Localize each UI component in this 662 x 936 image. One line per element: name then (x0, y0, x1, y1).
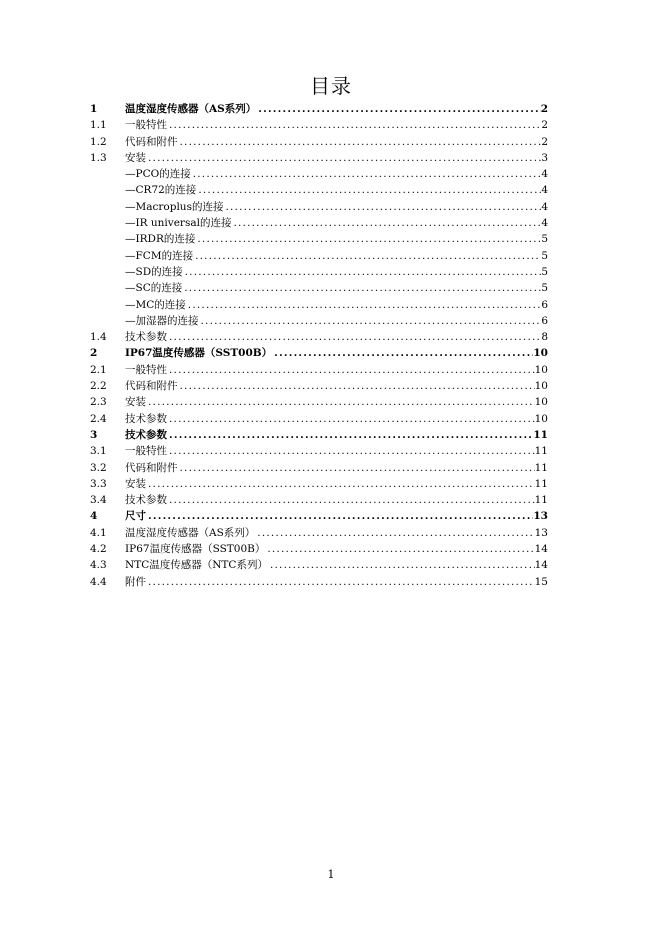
toc-entry[interactable] (90, 150, 548, 166)
toc-entry-label: —SD的连接 (125, 265, 183, 278)
toc-entry[interactable] (90, 280, 548, 296)
toc-entry-page: 4 (541, 217, 548, 230)
toc-entry-number: 2.2 (90, 380, 107, 393)
toc-entry[interactable] (90, 411, 548, 427)
toc-entry-label: 安装 (125, 477, 146, 490)
toc-entry-page: 11 (534, 477, 548, 490)
page-number: 1 (327, 868, 335, 881)
toc-entry-label: 温度湿度传感器（AS系列） (125, 526, 256, 539)
toc-leader-dots (146, 152, 541, 164)
toc-entry-page: 2 (541, 135, 548, 148)
toc-leader-dots (182, 282, 541, 294)
toc-entry-label: NTC温度传感器（NTC系列） (125, 559, 268, 572)
toc-entry-page: 6 (541, 314, 548, 327)
toc-leader-dots (272, 347, 533, 359)
toc-entry-page: 5 (541, 233, 548, 246)
toc-leader-dots (167, 119, 541, 131)
toc-entry-number: 4.1 (90, 526, 107, 539)
toc-entry[interactable] (90, 166, 548, 182)
toc-entry-number: 1.3 (90, 151, 107, 164)
toc-leader-dots (183, 266, 542, 278)
toc-entry-number: 3.4 (90, 494, 107, 507)
toc-leader-dots (199, 315, 542, 327)
toc-entry-label: 技术参数 (125, 494, 167, 507)
toc-entry-label: 技术参数 (125, 428, 167, 441)
toc-entry-page: 2 (541, 119, 548, 132)
toc-leader-dots (231, 217, 541, 229)
toc-entry[interactable] (90, 492, 548, 508)
toc-leader-dots (186, 299, 542, 311)
toc-entry[interactable] (90, 525, 548, 541)
toc-entry-page: 5 (541, 265, 548, 278)
toc-entry-label: 代码和附件 (125, 461, 178, 474)
toc-entry-label: 代码和附件 (125, 135, 178, 148)
toc-entry[interactable] (90, 134, 548, 150)
toc-entry-label: 安装 (125, 151, 146, 164)
toc-entry-page: 3 (541, 151, 548, 164)
toc-entry-number: 4.4 (90, 575, 107, 588)
toc-entry-page: 10 (534, 363, 548, 376)
toc-leader-dots (146, 478, 535, 490)
toc-entry-page: 13 (533, 510, 548, 523)
toc-entry-number: 4 (90, 510, 98, 523)
toc-leader-dots (178, 462, 535, 474)
toc-entry[interactable] (90, 394, 548, 410)
toc-leader-dots (167, 331, 541, 343)
toc-entry[interactable] (90, 248, 548, 264)
toc-entry-label: IP67温度传感器（SST00B） (125, 347, 273, 360)
toc-entry-label: —PCO的连接 (125, 168, 191, 181)
toc-entry-page: 14 (534, 559, 548, 572)
toc-entry-number: 2.3 (90, 396, 107, 409)
toc-leader-dots (196, 184, 541, 196)
toc-entry[interactable] (90, 264, 548, 280)
toc-entry-page: 5 (541, 249, 548, 262)
toc-entry-page: 11 (534, 445, 548, 458)
toc-entry[interactable] (90, 231, 548, 247)
toc-entry-number: 1.4 (90, 331, 107, 344)
toc-entry-page: 11 (534, 461, 548, 474)
toc-entry-number: 4.2 (90, 543, 107, 556)
toc-entry-number: 2.4 (90, 412, 107, 425)
toc-leader-dots (268, 559, 535, 571)
toc-entry[interactable] (90, 313, 548, 329)
toc-leader-dots (146, 396, 535, 408)
toc-entry-page: 14 (534, 543, 548, 556)
toc-leader-dots (167, 364, 535, 376)
toc-entry-number: 2.1 (90, 363, 107, 376)
page-title: 目录 (310, 74, 352, 98)
toc-entry-number: 3 (90, 428, 98, 441)
toc-leader-dots (178, 136, 542, 148)
toc-entry[interactable] (90, 345, 548, 361)
toc-entry[interactable] (90, 460, 548, 476)
toc-entry-label: —IRDR的连接 (125, 233, 196, 246)
toc-entry-page: 10 (533, 347, 548, 360)
toc-leader-dots (167, 413, 535, 425)
toc-entry-page: 6 (541, 298, 548, 311)
toc-entry[interactable] (90, 427, 548, 443)
toc-entry-label: IP67温度传感器（SST00B） (125, 543, 266, 556)
toc-leader-dots (146, 510, 533, 522)
toc-entry[interactable] (90, 362, 548, 378)
toc-leader-dots (256, 103, 540, 115)
toc-leader-dots (195, 233, 541, 245)
toc-entry[interactable] (90, 215, 548, 231)
toc-entry-page: 10 (534, 412, 548, 425)
toc-entry-label: —IR universal的连接 (125, 217, 232, 230)
toc-entry-label: 代码和附件 (125, 380, 178, 393)
toc-entry[interactable] (90, 101, 548, 117)
toc-leader-dots (178, 380, 535, 392)
toc-entry-number: 1.1 (90, 119, 107, 132)
toc-entry-page: 4 (541, 168, 548, 181)
toc-entry[interactable] (90, 574, 548, 590)
toc-entry-number: 3.1 (90, 445, 107, 458)
toc-entry[interactable] (90, 329, 548, 345)
toc-entry-number: 3.3 (90, 477, 107, 490)
toc-entry-label: —加湿器的连接 (125, 314, 199, 327)
toc-entry-label: —Macroplus的连接 (125, 200, 224, 213)
toc-entry-label: 一般特性 (125, 445, 167, 458)
toc-entry-label: 安装 (125, 396, 146, 409)
toc-entry-number: 1 (90, 103, 98, 115)
toc-entry-label: —MC的连接 (125, 298, 186, 311)
toc-entry-number: 4.3 (90, 559, 107, 572)
toc-entry-page: 11 (533, 428, 548, 441)
toc-entry-page: 2 (540, 103, 548, 115)
toc-entry-label: 技术参数 (125, 412, 167, 425)
toc-entry-label: 温度湿度传感器（AS系列） (125, 103, 257, 115)
toc-leader-dots (193, 250, 541, 262)
toc-entry[interactable] (90, 443, 548, 459)
toc-leader-dots (265, 543, 534, 555)
toc-entry-label: 附件 (125, 575, 146, 588)
toc-leader-dots (191, 168, 542, 180)
toc-entry[interactable] (90, 182, 548, 198)
toc-entry-label: 尺寸 (125, 510, 146, 523)
toc-entry[interactable] (90, 199, 548, 215)
toc-entry-label: —SC的连接 (125, 282, 183, 295)
toc-leader-dots (167, 429, 533, 441)
toc-entry-number: 3.2 (90, 461, 107, 474)
toc-leader-dots (146, 576, 535, 588)
toc-entry-page: 5 (541, 282, 548, 295)
toc-entry-label: 技术参数 (125, 331, 167, 344)
toc-entry[interactable] (90, 476, 548, 492)
toc-entry-page: 11 (534, 494, 548, 507)
toc-leader-dots (223, 201, 541, 213)
toc-entry-page: 10 (534, 396, 548, 409)
toc-entry-page: 15 (534, 575, 548, 588)
toc-entry-number: 1.2 (90, 135, 107, 148)
toc-entry-label: 一般特性 (125, 363, 167, 376)
toc-entry-page: 13 (534, 526, 548, 539)
toc-entry[interactable] (90, 117, 548, 133)
toc-entry[interactable] (90, 508, 548, 524)
toc-entry-page: 4 (541, 200, 548, 213)
toc-leader-dots (167, 494, 535, 506)
table-of-contents (90, 101, 548, 590)
toc-leader-dots (255, 527, 534, 539)
toc-entry[interactable] (90, 557, 548, 573)
toc-entry-page: 10 (534, 380, 548, 393)
toc-entry-label: 一般特性 (125, 119, 167, 132)
toc-entry-number: 2 (90, 347, 98, 360)
toc-leader-dots (167, 445, 535, 457)
toc-entry-page: 4 (541, 184, 548, 197)
toc-entry-label: —CR72的连接 (125, 184, 197, 197)
toc-entry[interactable] (90, 297, 548, 313)
toc-entry-label: —FCM的连接 (125, 249, 194, 262)
toc-entry[interactable] (90, 541, 548, 557)
toc-entry-page: 8 (541, 331, 548, 344)
toc-entry[interactable] (90, 378, 548, 394)
